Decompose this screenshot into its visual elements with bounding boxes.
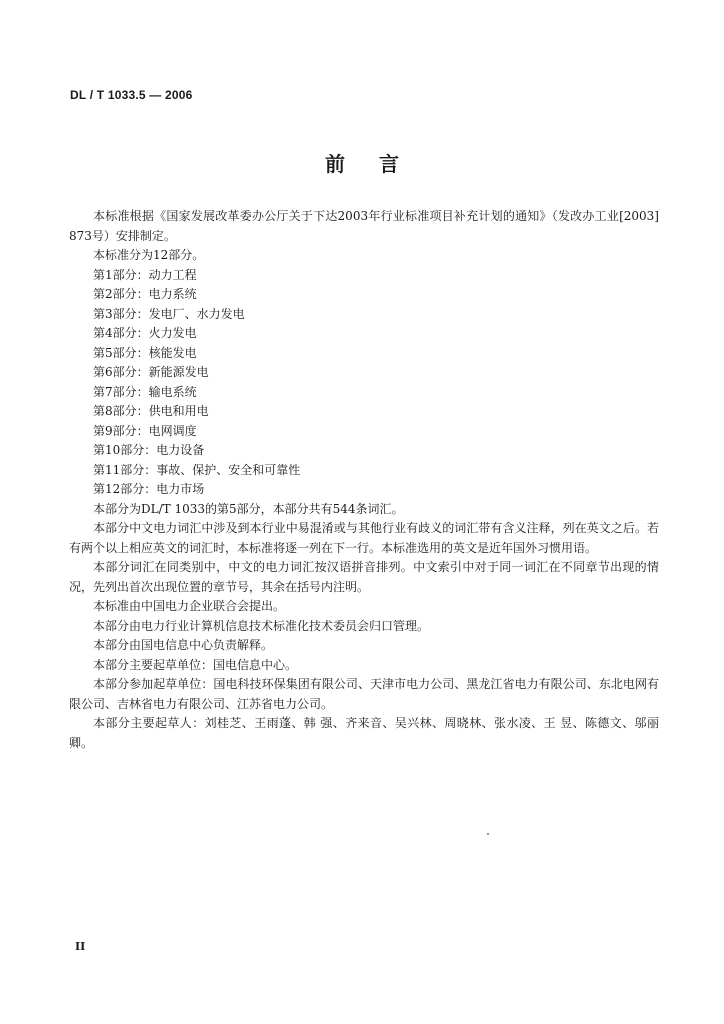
preface-body [69,207,659,753]
part-list-item: 第11部分：事故、保护、安全和可靠性 [93,462,301,477]
paragraph: 本部分由国电信息中心负责解释。 [93,638,274,652]
page-title: 前言 [325,152,433,176]
paragraph: 本标准根据《国家发展改革委办公厅关于下达2003年行业标准项目补充计划的通知》（发改办工业[2003] 873号）安排制定。 [69,209,659,243]
standard-code: DL / T 1033.5 — 2006 [70,88,193,102]
paragraph: 本部分主要起草人：刘桂芝、王雨蓬、韩 强、齐来音、吴兴林、周晓林、张水凌、王 昱、陈德文、邬丽卿。 [69,716,659,750]
part-list-item: 第12部分：电力市场 [93,482,205,496]
part-list-item: 第8部分：供电和用电 [93,404,209,418]
part-list-item: 第6部分：新能源发电 [93,365,209,379]
paragraph: 本部分词汇在同类别中，中文的电力词汇按汉语拼音排列。中文索引中对于同一词汇在不同章节出现的情况，先列出首次出现位置的章节号，其余在括号内注明。 [69,560,659,594]
paragraph: 本部分为DL/T 1033的第5部分，本部分共有544条词汇。 [93,501,404,516]
part-list-item: 第5部分：核能发电 [93,345,197,360]
part-list-item: 第4部分：火力发电 [93,326,197,340]
paragraph: 本部分参加起草单位：国电科技环保集团有限公司、天津市电力公司、黑龙江省电力有限公司、东北电网有限公司、吉林省电力有限公司、江苏省电力公司。 [69,677,659,711]
paragraph: 本部分由电力行业计算机信息技术标准化技术委员会归口管理。 [93,618,430,633]
paragraph: 本部分主要起草单位：国电信息中心。 [93,657,298,672]
scan-speck [487,833,489,835]
paragraph: 本部分中文电力词汇中涉及到本行业中易混淆或与其他行业有歧义的词汇带有含义注释，列在英文之后。若有两个以上相应英文的词汇时，本标准将逐一列在下一行。本标准选用的英文是近年国外习惯用语。 [69,521,659,555]
paragraph: 本标准由中国电力企业联合会提出。 [93,599,286,613]
part-list-item: 第10部分：电力设备 [93,443,205,457]
part-list-item: 第1部分：动力工程 [93,267,197,282]
part-list-item: 第3部分：发电厂、水力发电 [93,306,245,321]
part-list-item: 第7部分：输电系统 [93,384,197,399]
paragraph: 本标准分为12部分。 [93,248,205,262]
part-list-item: 第2部分：电力系统 [93,287,197,301]
page-number: II [75,940,86,953]
part-list-item: 第9部分：电网调度 [93,423,197,438]
